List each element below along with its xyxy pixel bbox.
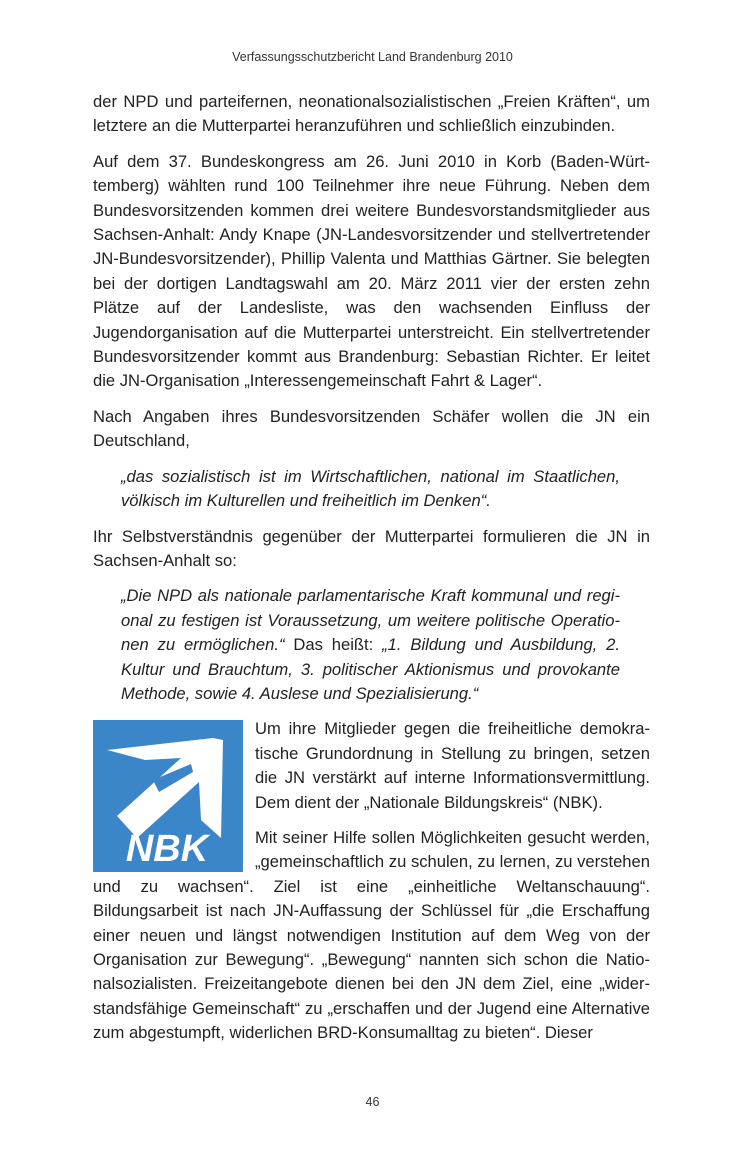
nbk-logo: [93, 720, 243, 872]
paragraph: Nach Angaben ihres Bundesvorsitzenden Schäfer wollen die JN ein Deutschland,: [93, 406, 650, 451]
quote-text: „1. Bildung und Ausbildung, 2. Kultur und Brauchtum, 3. politischer Aktionismus und provokante Methode, sowie 4. Auslese und Spezialisierung.“: [121, 635, 620, 703]
paragraph: Um ihre Mitglieder gegen die freiheitliche demokratische Grundordnung in Stellung zu bringen, setzen die JN verstärkt auf interne Informationsvermittlung. Dem dient der „Nationale Bildungskreis“ (NBK).: [255, 719, 650, 812]
body-text: [93, 90, 650, 1057]
block-quote: [93, 584, 650, 706]
quote-text: „Die NPD als nationale parlamentarische Kraft kommunal und regional zu festigen ist Voraussetzung, um weitere politische Operationen zu ermöglichen.“: [121, 586, 620, 655]
paragraph: der NPD und parteifernen, neonationalsozialistischen „Freien Kräften“, um letztere an die Mutterpartei heranzuführen und schließlich einzubinden.: [93, 92, 650, 136]
logo-text: NBK: [125, 828, 209, 871]
paragraph: Mit seiner Hilfe sollen Möglichkeiten gesucht werden, „gemeinschaftlich zu schulen, zu lernen, zu verstehen und zu wachsen“. Ziel ist eine „einheitliche Weltanschauung“. Bildungsarbeit ist nach JN-Auffassung der Schlüssel für „die Erschaffung einer neuen und längst notwendigen Institution auf dem Weg von der Organisation zur Bewegung“. „Bewegung“ nannten sich schon die Nationalsozialisten. Freizeitangebote dienen bei den JN dem Ziel, eine „widerstandsfähige Gemeinschaft“ zu „erschaffen und der Jugend eine Alternative zum abgestumpft, widerlichen BRD-Konsumalltag zu bieten“. Dieser: [93, 827, 650, 1043]
quote-connector: Das heißt:: [284, 635, 383, 655]
paragraph: Auf dem 37. Bundeskongress am 26. Juni 2010 in Korb (Baden-Württemberg) wählten rund 100 Teilnehmer ihre neue Führung. Neben dem Bundesvorsitzenden kommen drei weitere Bundesvorstandsmitglieder aus Sachsen-Anhalt: Andy Knape (JN-Landesvorsitzender und stellvertretender JN-Bundesvorsitzender), Phillip Valenta und Matthias Gärtner. Sie belegten bei der dortigen Landtagswahl am 20. März 2011 vier der ersten zehn Plätze auf der Landesliste, was den wachsenden Einfluss der Jugendorganisation auf die Mutterpartei unterstreicht. Ein stellvertretender Bundesvorsitzender kommt aus Brandenburg: Sebastian Richter. Er leitet die JN-Organisation „Interessengemeinschaft Fahrt & Lager“.: [93, 151, 650, 391]
page-number: 46: [365, 1095, 380, 1109]
paragraph: Ihr Selbstverständnis gegenüber der Mutterpartei formulieren die JN in Sachsen-Anhalt so:: [93, 526, 650, 570]
nbk-logo-graphic: [93, 720, 243, 872]
page-header: Verfassungsschutzbericht Land Brandenburg 2010: [232, 50, 513, 64]
block-quote: „das sozialistisch ist im Wirtschaftlichen, national im Staatlichen, völkisch im Kulturellen und freiheitlich im Denken“.: [121, 466, 620, 511]
